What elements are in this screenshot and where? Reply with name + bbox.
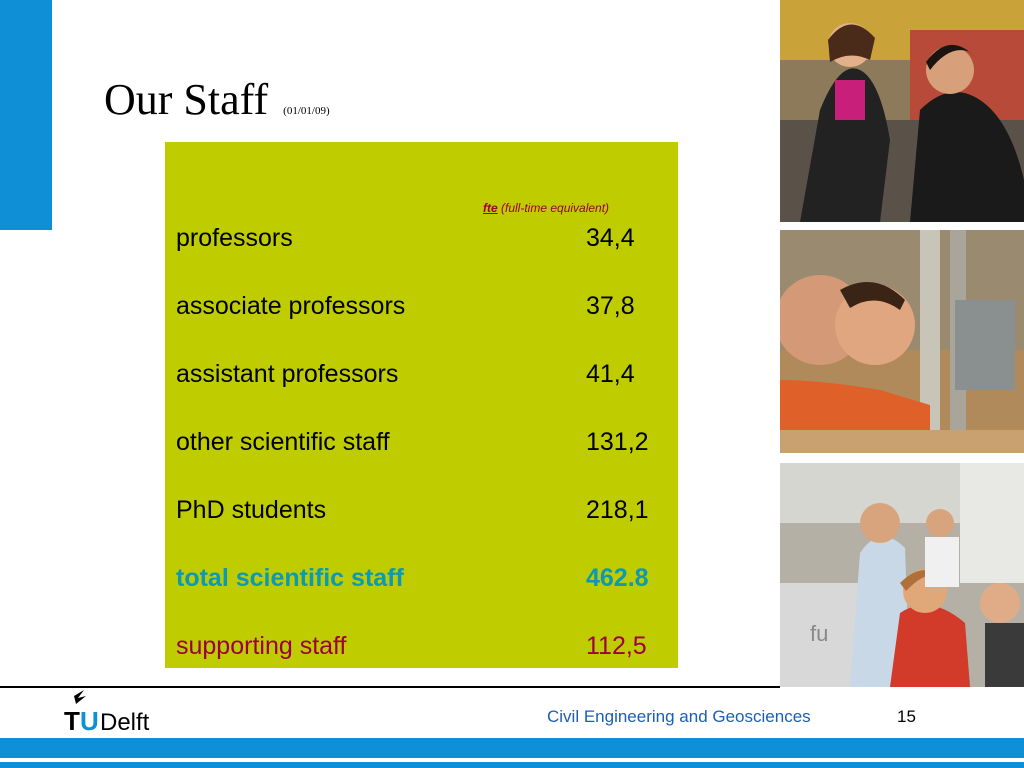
row-label: associate professors <box>176 292 406 320</box>
fte-note <box>483 201 609 215</box>
row-value: 131,2 <box>586 428 649 456</box>
row-label: assistant professors <box>176 360 399 388</box>
accent-bar <box>0 0 52 230</box>
photo-lab-workshop <box>780 0 1024 222</box>
staff-row-professors <box>176 224 676 258</box>
department-name: Civil Engineering and Geosciences <box>547 707 811 726</box>
row-value: 37,8 <box>586 292 635 320</box>
staff-row-supporting-staff <box>176 632 676 666</box>
row-label: professors <box>176 224 293 252</box>
staff-row-phd-students <box>176 496 676 530</box>
fte-link[interactable]: fte <box>483 201 498 215</box>
staff-row-associate-professors <box>176 292 676 326</box>
page-number: 15 <box>897 707 916 726</box>
svg-text:T: T <box>64 706 80 736</box>
svg-text:Delft: Delft <box>100 709 150 736</box>
staff-row-assistant-professors <box>176 360 676 394</box>
staff-row-total-scientific-staff <box>176 564 676 598</box>
title-text: Our Staff <box>104 75 269 124</box>
svg-text:fu: fu <box>810 621 829 646</box>
row-value: 218,1 <box>586 496 649 524</box>
row-value: 34,4 <box>586 224 635 252</box>
staff-table <box>165 142 678 668</box>
row-label: total scientific staff <box>176 564 404 592</box>
row-label: other scientific staff <box>176 428 390 456</box>
row-value: 41,4 <box>586 360 635 388</box>
footer-band <box>0 738 1024 758</box>
row-value: 462.8 <box>586 564 649 592</box>
photo-testing-machine <box>780 230 1024 453</box>
footer-line <box>0 762 1024 768</box>
page-title <box>104 74 330 125</box>
row-value: 112,5 <box>586 632 647 660</box>
row-label: supporting staff <box>176 632 347 660</box>
footer-divider <box>0 686 780 688</box>
fte-note-text: (full-time equivalent) <box>497 201 610 215</box>
staff-row-other-scientific-staff <box>176 428 676 462</box>
tudelft-logo <box>62 690 172 736</box>
svg-text:U: U <box>80 706 99 736</box>
photo-computer-lab <box>780 463 1024 687</box>
title-date: (01/01/09) <box>283 105 330 117</box>
row-label: PhD students <box>176 496 327 524</box>
